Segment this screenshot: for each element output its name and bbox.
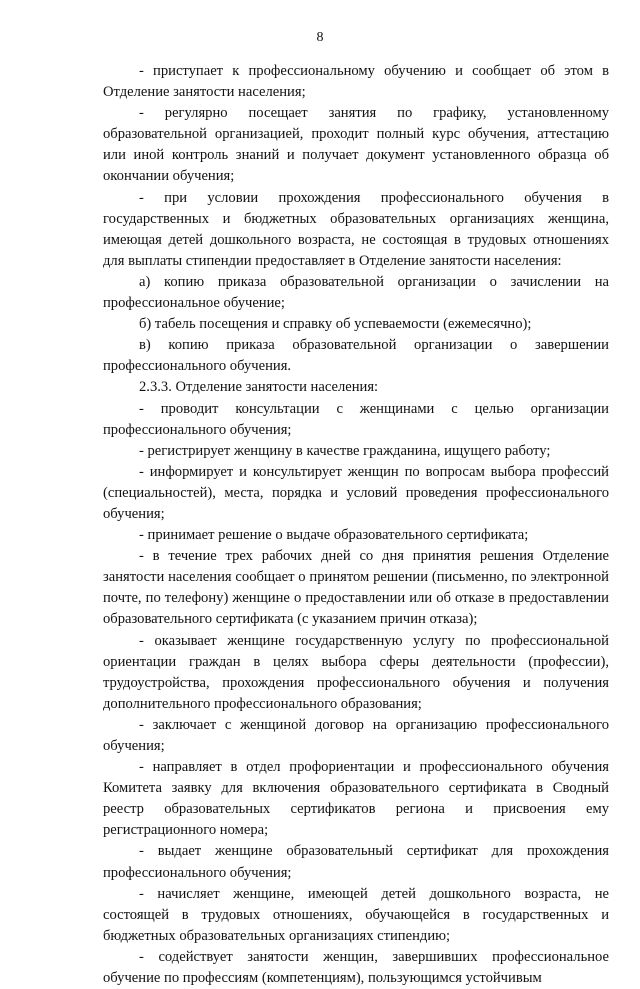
list-item-a-enrollment-order: а) копию приказа образовательной организации о зачислении на профессиональное обучение; <box>103 273 609 312</box>
paragraph-contract: - заключает с женщиной договор на организацию профессионального обучения; <box>103 716 609 754</box>
page-number: 8 <box>316 30 324 45</box>
paragraph-stipend-condition: - при условии прохождения профессионального обучения в государственных и бюджетных образовательных организациях женщина, имеющая детей дошкольного возраста, не состоящая в трудовых отношениях для выплаты стипендии предоставляет в Отделение занятости населения: <box>103 189 609 269</box>
paragraph-employment-assistance: - содействует занятости женщин, завершивших профессиональное обучение по профессиям (компетенциям), пользующимся устойчивым <box>103 948 609 987</box>
paragraph-registers: - регистрирует женщину в качестве гражданина, ищущего работу; <box>139 442 551 459</box>
document-body <box>103 61 609 989</box>
paragraph-starts-training: - приступает к профессиональному обучению и сообщает об этом в Отделение занятости населения; <box>103 63 609 101</box>
paragraph-informs: - информирует и консультирует женщин по вопросам выбора профессий (специальностей), места, порядка и условий проведения профессионального обучения; <box>103 463 609 522</box>
paragraph-career-guidance: - оказывает женщине государственную услугу по профессиональной ориентации граждан в целях выбора сферы деятельности (профессии), трудоустройства, прохождения профессионального обучения и получения дополнительного профессионального образования; <box>103 632 609 712</box>
section-heading-2-3-3: 2.3.3. Отделение занятости населения: <box>139 379 379 396</box>
paragraph-attends-classes: - регулярно посещает занятия по графику, установленному образовательной организацией, проходит полный курс обучения, аттестацию или иной контроль знаний и получает документ установленного образца об окончании обучения; <box>103 105 609 185</box>
list-item-b-attendance-sheet: б) табель посещения и справку об успеваемости (ежемесячно); <box>139 316 532 333</box>
paragraph-stipend-accrual: - начисляет женщине, имеющей детей дошкольного возраста, не состоящей в трудовых отношениях, обучающейся в государственных и бюджетных образовательных организациях стипендию; <box>103 885 609 944</box>
paragraph-issues-certificate: - выдает женщине образовательный сертификат для прохождения профессионального обучения; <box>103 843 609 881</box>
paragraph-application: - направляет в отдел профориентации и профессионального обучения Комитета заявку для включения образовательного сертификата в Сводный реестр образовательных сертификатов региона и присвоения ему регистрационного номера; <box>103 759 609 839</box>
paragraph-consultations: - проводит консультации с женщинами с целью организации профессионального обучения; <box>103 400 609 438</box>
paragraph-decision: - принимает решение о выдаче образовательного сертификата; <box>139 527 529 544</box>
list-item-c-completion-order: в) копию приказа образовательной организации о завершении профессионального обучения. <box>103 337 609 375</box>
paragraph-notifies: - в течение трех рабочих дней со дня принятия решения Отделение занятости населения сообщает о принятом решении (письменно, по электронной почте, по телефону) женщине о предоставлении или об отказе в предоставлении образовательного сертификата (с указанием причин отказа); <box>103 548 609 628</box>
